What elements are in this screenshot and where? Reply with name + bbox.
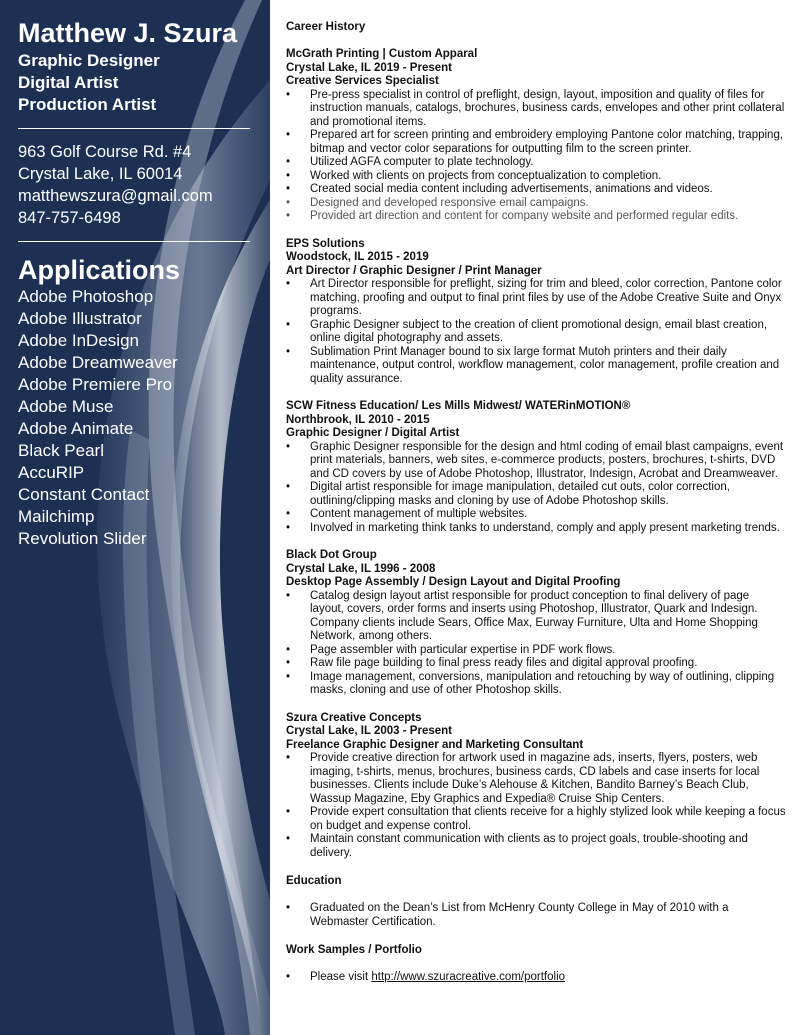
- job-entry: [286, 238, 786, 387]
- bullet-item: • Page assembler with particular expertise in PDF work flows.: [286, 644, 786, 658]
- bullet-item: • Provide expert consultation that clients receive for a highly stylized look while keeping a focus on budget and expense control.: [286, 806, 786, 833]
- contact-info: [18, 141, 258, 229]
- bullet-item: • Provide creative direction for artwork used in magazine ads, inserts, flyers, posters, web imaging, t-shirts, menus, brochures, business cards, CD labels and case inserts for local businesses. Clients include Duke’s Alehouse & Kitchen, Bandito Barney’s Beach Club, Wassup Magazine, Eby Graphics and Expedia® Cruise Ship Centers.: [286, 752, 786, 806]
- divider: [18, 128, 250, 129]
- company: Szura Creative Concepts: [286, 711, 422, 724]
- application-item: Adobe Illustrator: [18, 309, 142, 328]
- title-line: Production Artist: [18, 95, 157, 114]
- application-item: Adobe Premiere Pro: [18, 375, 173, 394]
- company: EPS Solutions: [286, 237, 365, 250]
- education-bullets: [286, 902, 786, 929]
- address-line1: 963 Golf Course Rd. #4: [18, 143, 192, 161]
- job-bullets: [286, 590, 786, 698]
- location-dates: Woodstock, IL 2015 - 2019: [286, 251, 429, 263]
- job-entry: [286, 549, 786, 698]
- job-entry: [286, 712, 786, 861]
- application-item: Mailchimp: [18, 507, 95, 526]
- bullet-item: • Content management of multiple websites.: [286, 508, 786, 522]
- job-bullets: [286, 89, 786, 224]
- bullet-item: • Catalog design layout artist responsible for product conception to final delivery of page layout, covers, order forms and inserts using Photoshop, Illustrator, Quark and Indesign. Company clients include Sears, Office Max, Eurway Furniture, Ulta and Home Shopping Network, among others.: [286, 590, 786, 644]
- bullet-item: • Involved in marketing think tanks to understand, comply and apply present marketing trends.: [286, 522, 786, 536]
- location-dates: Crystal Lake, IL 1996 - 2008: [286, 562, 436, 575]
- bullet-item: • Created social media content including advertisements, animations and videos.: [286, 183, 786, 197]
- title-line: Digital Artist: [18, 73, 119, 92]
- job-entry: [286, 48, 786, 224]
- role: Creative Services Specialist: [286, 75, 439, 87]
- applications-list: [18, 286, 258, 550]
- role: Desktop Page Assembly / Design Layout and Digital Proofing: [286, 576, 621, 588]
- title-line: Graphic Designer: [18, 51, 160, 70]
- divider: [18, 241, 250, 242]
- job-entry: [286, 400, 786, 535]
- bullet-item: • Sublimation Print Manager bound to six large format Mutoh printers and their daily maintenance, output control, workflow management, color management, profile creation and quality assurance.: [286, 346, 786, 387]
- bullet-item: • Graduated on the Dean’s List from McHenry County College in May of 2010 with a Webmaster Certification.: [286, 902, 786, 929]
- company: Black Dot Group: [286, 549, 377, 561]
- bullet-item: • Designed and developed responsive email campaigns.: [286, 197, 786, 211]
- address-line2: Crystal Lake, IL 60014: [18, 165, 183, 183]
- bullet-item: • Maintain constant communication with clients as to project goals, trouble-shooting and delivery.: [286, 833, 786, 860]
- portfolio-heading: Work Samples / Portfolio: [286, 944, 422, 956]
- portfolio-link[interactable]: http://www.szuracreative.com/portfolio: [371, 971, 566, 983]
- career-history-heading: Career History: [286, 21, 366, 33]
- bullet-item: • Raw file page building to final press ready files and digital approval proofing.: [286, 657, 786, 671]
- application-item: Adobe Photoshop: [18, 287, 154, 306]
- application-item: Adobe Muse: [18, 397, 114, 416]
- role: Graphic Designer / Digital Artist: [286, 427, 460, 439]
- job-bullets: [286, 752, 786, 860]
- job-titles: [18, 50, 258, 116]
- job-bullets: [286, 441, 786, 536]
- bullet-item: • Utilized AGFA computer to plate technology.: [286, 156, 786, 170]
- application-item: Adobe InDesign: [18, 331, 139, 350]
- company: SCW Fitness Education/ Les Mills Midwest/ WATERinMOTION®: [286, 400, 631, 412]
- bullet-item: • Graphic Designer subject to the creation of client promotional design, email blast creation, online digital photography and assets.: [286, 319, 786, 346]
- job-bullets: [286, 278, 786, 386]
- application-item: Adobe Dreamweaver: [18, 353, 178, 372]
- application-item: Constant Contact: [18, 485, 150, 504]
- sidebar-content: [18, 18, 258, 550]
- bullet-item: • Image management, conversions, manipulation and retouching by way of outlining, clipping masks, cloning and use of other Photoshop skills.: [286, 671, 786, 698]
- phone: 847-757-6498: [18, 209, 121, 227]
- education-heading: Education: [286, 875, 342, 887]
- main-content: [286, 20, 786, 985]
- bullet-item: • Graphic Designer responsible for the design and html coding of email blast campaigns, event print materials, banners, web sites, e-commerce products, posters, brochures, t-shirts, DVD and CD covers by use of Adobe Photoshop, Illustrator, Indesign, Acrobat and Dreamweaver.: [286, 441, 786, 482]
- person-name: Matthew J. Szura: [18, 18, 238, 48]
- bullet-item: • Provided art direction and content for company website and performed regular edits.: [286, 210, 786, 224]
- sidebar: [0, 0, 270, 1035]
- bullet-item: • Prepared art for screen printing and embroidery employing Pantone color matching, trapping, bitmap and vector color separations for outputting film to the screen printer.: [286, 129, 786, 156]
- application-item: Black Pearl: [18, 441, 104, 460]
- email: matthewszura@gmail.com: [18, 187, 213, 205]
- applications-heading: Applications: [18, 255, 181, 285]
- application-item: AccuRIP: [18, 463, 85, 482]
- bullet-item: • Art Director responsible for preflight, sizing for trim and bleed, color correction, Pantone color matching, proofing and output to final print files by use of the Adobe Creative Suite and Onyx programs.: [286, 278, 786, 319]
- bullet-item: • Pre-press specialist in control of preflight, design, layout, imposition and quality of files for instruction manuals, catalogs, brochures, business cards, envelopes and other print collateral and promotional items.: [286, 89, 786, 130]
- location-dates: Crystal Lake, IL 2019 - Present: [286, 61, 452, 74]
- location-dates: Northbrook, IL 2010 - 2015: [286, 413, 430, 426]
- location-dates: Crystal Lake, IL 2003 - Present: [286, 725, 452, 737]
- bullet-item: • Digital artist responsible for image manipulation, detailed cut outs, color correction, outlining/clipping masks and cloning by use of Adobe Photoshop skills.: [286, 481, 786, 508]
- role: Art Director / Graphic Designer / Print Manager: [286, 264, 542, 277]
- bullet-item: • Worked with clients on projects from conceptualization to completion.: [286, 170, 786, 184]
- portfolio-prefix: Please visit: [310, 971, 372, 983]
- application-item: Revolution Slider: [18, 529, 147, 548]
- portfolio-bullets: [286, 971, 786, 985]
- application-item: Adobe Animate: [18, 419, 134, 438]
- role: Freelance Graphic Designer and Marketing Consultant: [286, 738, 584, 751]
- portfolio-item: [286, 971, 786, 985]
- company: McGrath Printing | Custom Apparal: [286, 48, 478, 60]
